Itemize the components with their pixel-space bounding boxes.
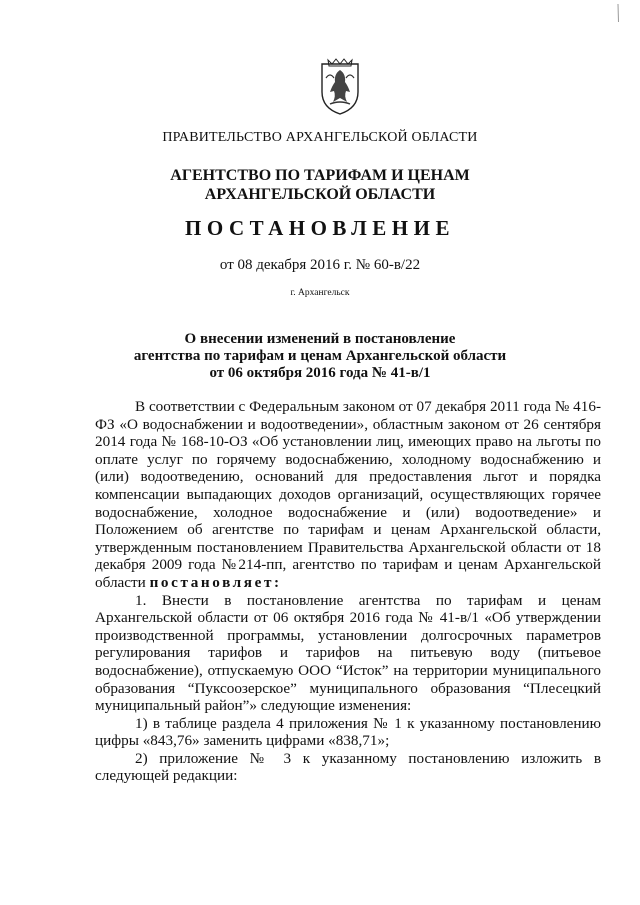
document-date-number: от 08 декабря 2016 г. № 60-в/22 (219, 257, 421, 273)
item-1-subitem-2: 2) приложение № 3 к указанному постановлению изложить в следующей редакции: (95, 749, 601, 785)
resolves-keyword: постановляет: (149, 573, 282, 591)
corner-scan-mark (616, 4, 620, 22)
government-name: ПРАВИТЕЛЬСТВО АРХАНГЕЛЬСКОЙ ОБЛАСТИ (162, 130, 478, 145)
document-body (95, 398, 601, 785)
agency-name (0, 166, 640, 204)
subject-line-2: агентства по тарифам и ценам Архангельской области (133, 348, 507, 364)
agency-name-line-2: АРХАНГЕЛЬСКОЙ ОБЛАСТИ (204, 186, 436, 203)
item-1-subitem-1: 1) в таблице раздела 4 приложения № 1 к указанному постановлению цифры «843,76» заменить цифрами «838,71»; (95, 714, 601, 750)
agency-name-line-1: АГЕНТСТВО ПО ТАРИФАМ И ЦЕНАМ (170, 167, 470, 184)
preamble-text: В соответствии с Федеральным законом от 07 декабря 2011 года № 416-ФЗ «О водоснабжении и водоотведении», областным законом от 26 сентября 2014 года № 168-10-ОЗ «Об установлении лиц, имеющих право на льготы по оплате услуг по горячему водоснабжению, холодному водоснабжению и (или) водоотведению, оснований для предоставления льгот и порядка компенсации выпадающих доходов организаций, осуществляющих горячее водоснабжение, холодное водоснабжение и (или) водоотведение» и Положением об агентстве по тарифам и ценам Архангельской области, утвержденным постановлением Правительства Архангельской области от 18 декабря 2009 года №214-пп, агентство по тарифам и ценам Архангельской области (95, 398, 601, 591)
subject-line-1: О внесении изменений в постановление (184, 331, 456, 347)
coat-of-arms-emblem (318, 58, 362, 116)
document-type-title: ПОСТАНОВЛЕНИЕ (185, 216, 455, 240)
preamble-paragraph (95, 398, 601, 592)
document-city: г. Архангельск (290, 288, 350, 298)
document-subject (0, 331, 640, 382)
subject-line-3: от 06 октября 2016 года № 41-в/1 (209, 365, 431, 381)
item-1-paragraph: 1. Внести в постановление агентства по тарифам и ценам Архангельской области от 06 октября 2016 года № 41-в/1 «Об утверждении производственной программы, установлении долгосрочных параметров регулирования тарифов и тарифов на питьевую воду (питьевое водоснабжение), отпускаемую ООО “Исток” на территории муниципального образования “Пуксоозерское” муниципального образования “Плесецкий муниципальный район”» следующие изменения: (95, 591, 601, 715)
